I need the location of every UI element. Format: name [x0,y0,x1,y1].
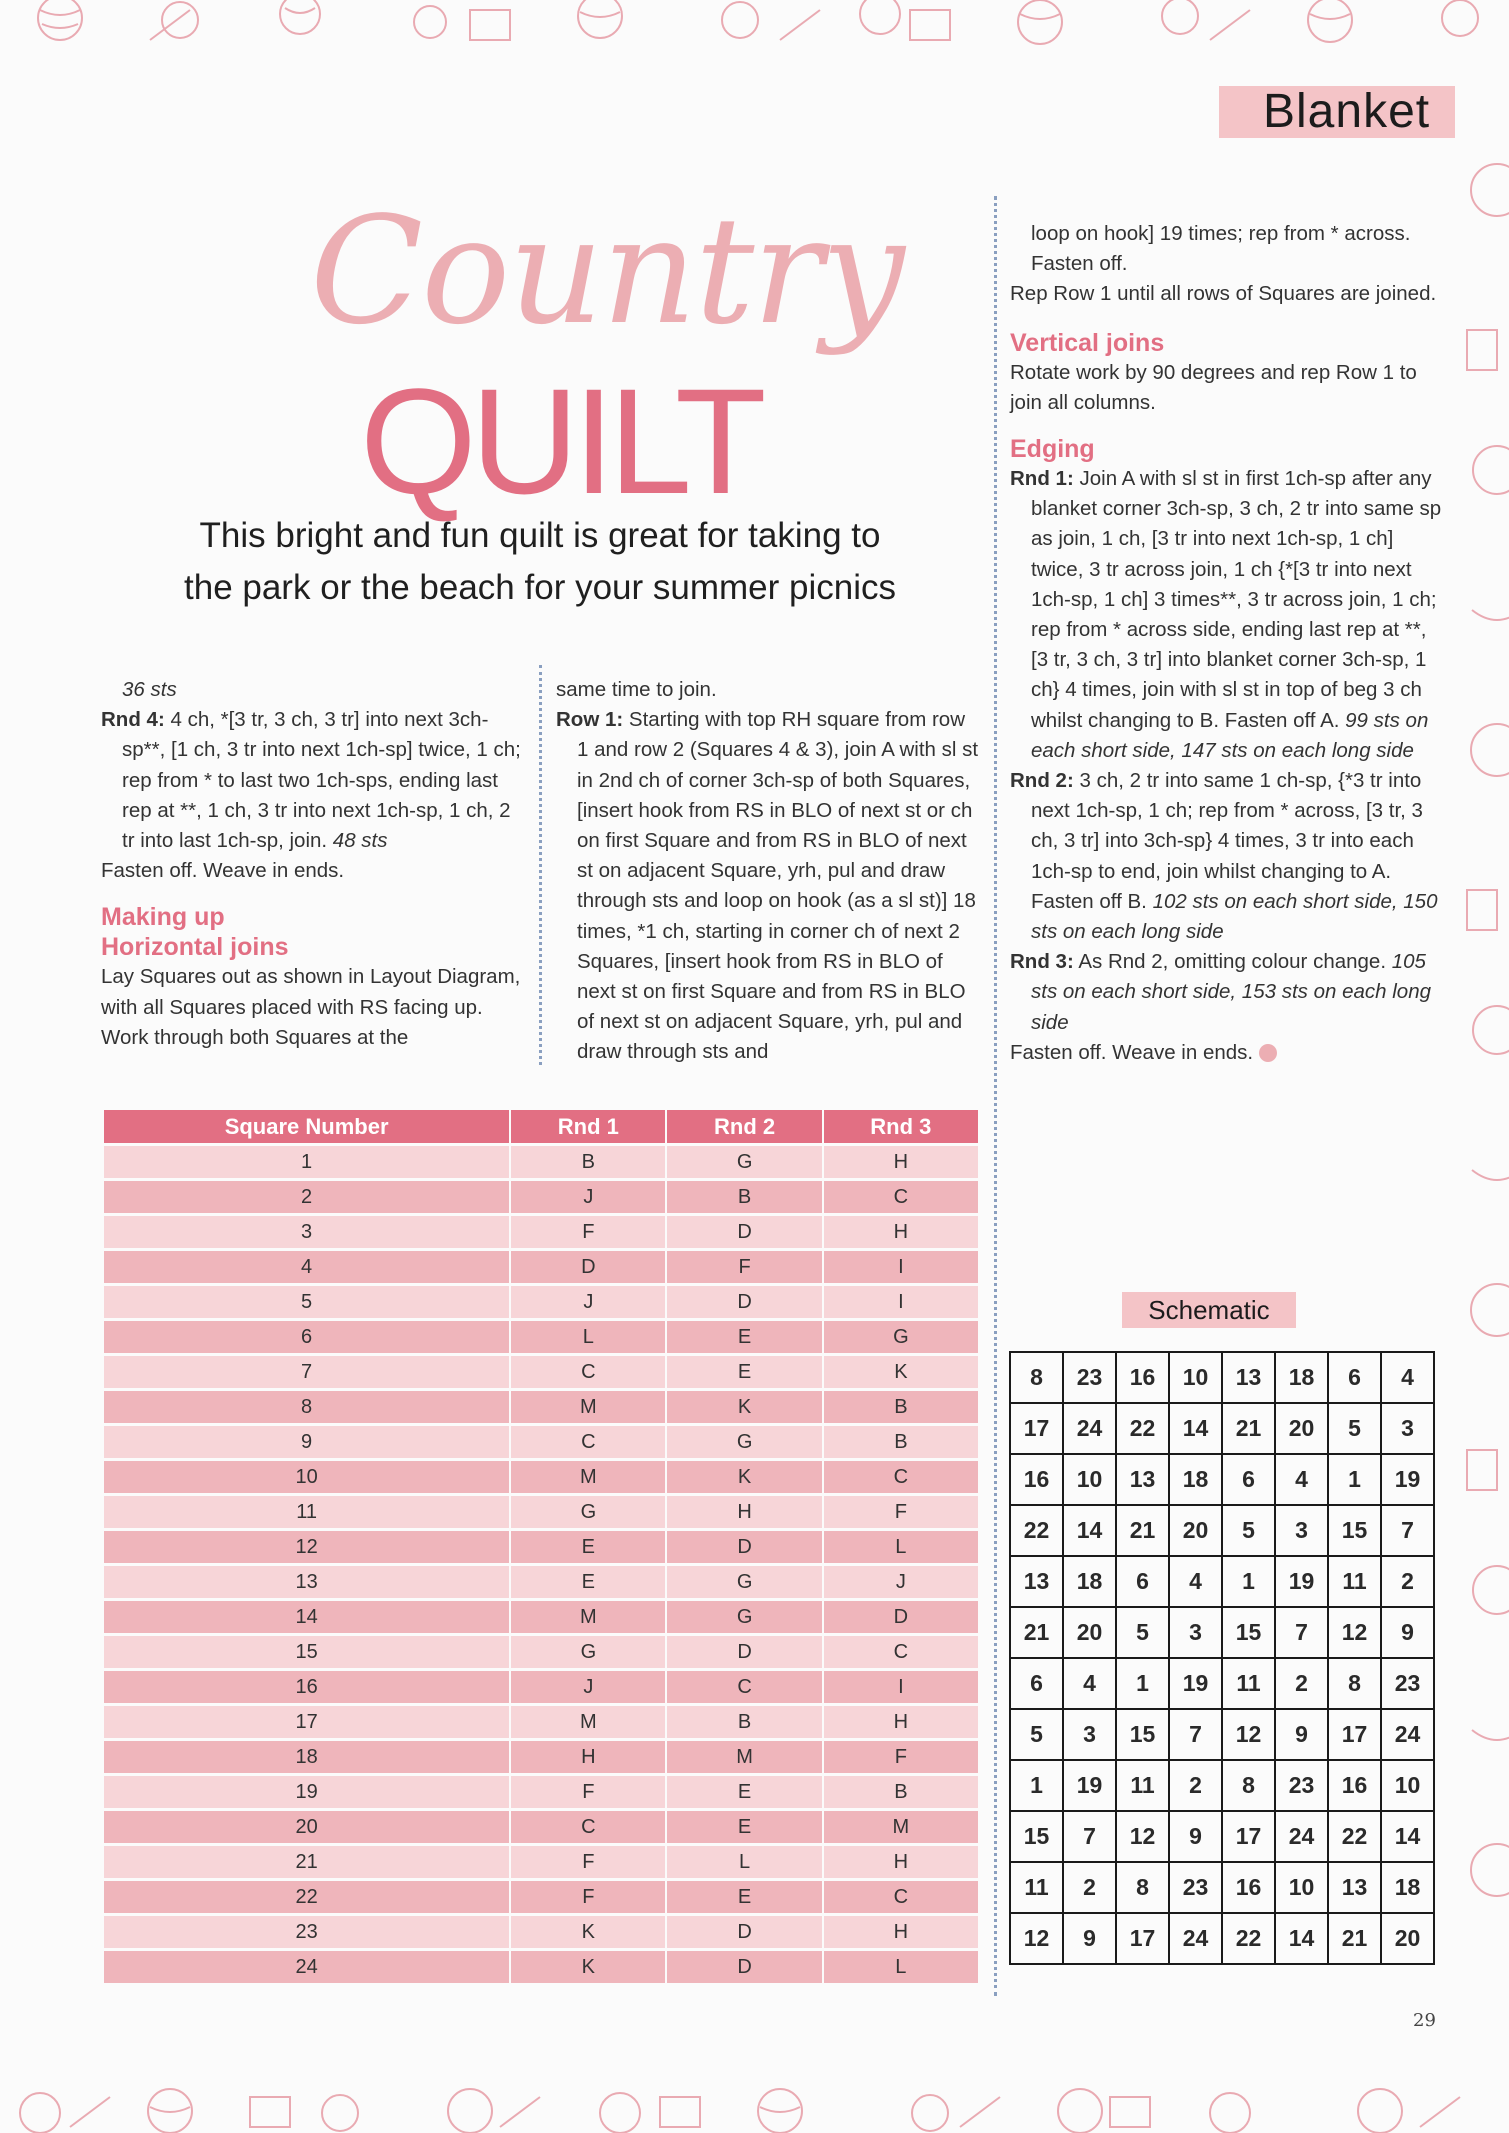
schematic-cell: 22 [1010,1505,1063,1556]
table-row [104,1251,978,1283]
table-cell: F [824,1741,978,1773]
table-cell: B [511,1146,665,1178]
schematic-row [1010,1811,1434,1862]
table-cell: G [667,1601,821,1633]
table-cell: 16 [104,1671,509,1703]
schematic-cell: 4 [1169,1556,1222,1607]
table-cell: 21 [104,1846,509,1878]
decorative-sheep-pattern-right [1457,130,1509,2030]
rnd2-sts: 102 sts on each short side, 150 sts on each long side [1031,889,1438,944]
schematic-row [1010,1352,1434,1403]
table-cell: F [511,1846,665,1878]
table-row [104,1951,978,1983]
table-cell: M [667,1741,821,1773]
schematic-cell: 9 [1381,1607,1434,1658]
schematic-cell: 14 [1169,1403,1222,1454]
schematic-row [1010,1913,1434,1964]
table-cell: H [824,1846,978,1878]
schematic-row [1010,1505,1434,1556]
header-rnd3: Rnd 3 [824,1110,978,1143]
schematic-cell: 21 [1328,1913,1381,1964]
schematic-cell: 1 [1116,1658,1169,1709]
table-cell: C [824,1636,978,1668]
schematic-row [1010,1760,1434,1811]
schematic-cell: 17 [1222,1811,1275,1862]
section-tag-label: Blanket [1263,85,1431,138]
schematic-row [1010,1658,1434,1709]
rnd4-sts: 48 sts [332,829,388,853]
column-3 [1010,219,1442,1068]
table-cell: D [667,1216,821,1248]
table-cell: K [824,1356,978,1388]
square-colour-table [102,1107,980,1986]
table-row [104,1356,978,1388]
table-cell: D [667,1916,821,1948]
title-main: QUILT [360,357,761,525]
table-cell: 8 [104,1391,509,1423]
schematic-cell: 22 [1116,1403,1169,1454]
schematic-cell: 20 [1169,1505,1222,1556]
schematic-cell: 23 [1381,1658,1434,1709]
schematic-cell: 20 [1275,1403,1328,1454]
edging-rnd3 [1010,947,1442,1038]
table-cell: B [667,1706,821,1738]
rnd1-text: Join A with sl st in first 1ch-sp after any blanket corner 3ch-sp, 3 ch, 2 tr into same sp as join, 1 ch, [3 tr into next 1ch-sp, 1 ch] twice, 3 tr across join, 1 ch {*[3 tr into next 1ch-sp, 1 ch] 3 times**, 3 tr across join, 1 ch; rep from * across side, ending last rep at **, [3 tr, 3 ch, 3 tr] into blanket corner 3ch-sp, 1 ch} 4 times, join with sl st in top of beg 3 ch whilst changing to B. Fasten off A. [1031,467,1442,732]
table-cell: I [824,1671,978,1703]
table-cell: G [667,1146,821,1178]
schematic-cell: 4 [1063,1658,1116,1709]
table-cell: E [511,1531,665,1563]
schematic-cell: 3 [1381,1403,1434,1454]
schematic-grid [1009,1351,1435,1965]
table-cell: 10 [104,1461,509,1493]
stitch-count: 36 sts [122,678,177,701]
schematic-cell: 21 [1116,1505,1169,1556]
table-cell: C [511,1426,665,1458]
schematic-cell: 4 [1381,1352,1434,1403]
table-row [104,1636,978,1668]
table-cell: B [824,1776,978,1808]
table-cell: G [667,1566,821,1598]
table-cell: 14 [104,1601,509,1633]
schematic-cell: 3 [1275,1505,1328,1556]
table-cell: H [511,1741,665,1773]
schematic-cell: 5 [1116,1607,1169,1658]
title-script: Country [310,185,903,357]
schematic-cell: 10 [1169,1352,1222,1403]
table-cell: C [511,1811,665,1843]
schematic-label: Schematic [1122,1292,1296,1328]
final-fasten-label: Fasten off. Weave in ends. [1010,1040,1254,1064]
schematic-cell: 9 [1063,1913,1116,1964]
schematic-cell: 2 [1381,1556,1434,1607]
table-cell: K [667,1391,821,1423]
schematic-cell: 8 [1010,1352,1063,1403]
schematic-cell: 20 [1063,1607,1116,1658]
rnd1-sts: 99 sts on each short side, 147 sts on each long side [1031,708,1429,762]
column-divider [539,665,542,1065]
page-number: 29 [1413,2010,1436,2031]
table-row [104,1531,978,1563]
table-cell: D [667,1636,821,1668]
table-cell: H [824,1706,978,1738]
table-cell: H [824,1916,978,1948]
schematic-cell: 24 [1381,1709,1434,1760]
schematic-cell: 8 [1222,1760,1275,1811]
table-cell: F [511,1776,665,1808]
schematic-cell: 24 [1275,1811,1328,1862]
table-cell: 7 [104,1356,509,1388]
schematic-cell: 10 [1275,1862,1328,1913]
schematic-cell: 19 [1381,1454,1434,1505]
subtitle-line: the park or the beach for your summer picnics [184,568,896,607]
schematic-cell: 1 [1328,1454,1381,1505]
table-cell: K [511,1916,665,1948]
schematic-row [1010,1556,1434,1607]
table-cell: 2 [104,1181,509,1213]
table-cell: D [511,1251,665,1283]
table-cell: E [667,1356,821,1388]
table-cell: 15 [104,1636,509,1668]
table-cell: 24 [104,1951,509,1983]
rnd2-text: 3 ch, 2 tr into same 1 ch-sp, {*3 tr into next 1ch-sp, 1 ch; rep from * across, [3 tr, 3 ch, 3 tr] into 3ch-sp} 4 times, 3 tr into each 1ch-sp to end, join whilst changing to A. Fasten off B. [1031,769,1423,913]
table-cell: F [511,1216,665,1248]
schematic-cell: 11 [1328,1556,1381,1607]
table-cell: H [824,1216,978,1248]
header-rnd1: Rnd 1 [511,1110,665,1143]
schematic-row [1010,1607,1434,1658]
table-cell: 19 [104,1776,509,1808]
schematic-cell: 3 [1063,1709,1116,1760]
schematic-cell: 12 [1222,1709,1275,1760]
schematic-cell: 10 [1381,1760,1434,1811]
same-time-text: same time to join. [556,678,717,701]
schematic-cell: 3 [1169,1607,1222,1658]
schematic-row [1010,1454,1434,1505]
table-row [104,1321,978,1353]
schematic-cell: 9 [1275,1709,1328,1760]
table-cell: C [667,1671,821,1703]
table-cell: B [824,1391,978,1423]
table-cell: 9 [104,1426,509,1458]
schematic-cell: 17 [1010,1403,1063,1454]
column-2 [556,675,980,1068]
schematic-cell: 5 [1222,1505,1275,1556]
vertical-joins-text: Rotate work by 90 degrees and rep Row 1 to join all columns. [1010,360,1417,414]
table-cell: M [511,1461,665,1493]
table-cell: F [511,1881,665,1913]
table-row [104,1181,978,1213]
table-cell: D [667,1286,821,1318]
schematic-cell: 4 [1275,1454,1328,1505]
schematic-cell: 5 [1328,1403,1381,1454]
table-row [104,1216,978,1248]
table-header-row [104,1110,978,1143]
table-cell: I [824,1251,978,1283]
row1-instruction [556,705,980,1067]
table-cell: C [511,1356,665,1388]
schematic-cell: 16 [1010,1454,1063,1505]
schematic-cell: 17 [1116,1913,1169,1964]
schematic-cell: 18 [1381,1862,1434,1913]
schematic-cell: 18 [1275,1352,1328,1403]
table-cell: C [824,1461,978,1493]
table-cell: F [824,1496,978,1528]
table-cell: 20 [104,1811,509,1843]
table-body [104,1146,978,1983]
table-cell: G [667,1426,821,1458]
table-cell: M [511,1706,665,1738]
table-cell: J [511,1671,665,1703]
schematic-cell: 7 [1381,1505,1434,1556]
schematic-cell: 16 [1116,1352,1169,1403]
table-cell: G [824,1321,978,1353]
schematic-grid-body [1010,1352,1434,1964]
schematic-cell: 13 [1222,1352,1275,1403]
table-cell: B [824,1426,978,1458]
row1-text: Starting with top RH square from row 1 and row 2 (Squares 4 & 3), join A with sl st in 2nd ch of corner 3ch-sp of both Squares, [insert hook from RS in BLO of next st or ch on first Square and from RS in BLO of next st on adjacent Square, yrh, pul and draw through sts and loop on hook (as a sl st)] 18 times, *1 ch, starting in corner ch of next 2 Squares, [insert hook from RS in BLO of next st on first Square and from RS in BLO of next st on adjacent Square, yrh, pul and draw through sts and [577,708,979,1064]
table-cell: J [824,1566,978,1598]
schematic-cell: 19 [1275,1556,1328,1607]
table-cell: L [824,1531,978,1563]
table-cell: J [511,1286,665,1318]
table-row [104,1461,978,1493]
schematic-cell: 6 [1010,1658,1063,1709]
schematic-cell: 8 [1328,1658,1381,1709]
table-row [104,1846,978,1878]
table-cell: 4 [104,1251,509,1283]
schematic-cell: 22 [1222,1913,1275,1964]
table-cell: 17 [104,1706,509,1738]
table-cell: 23 [104,1916,509,1948]
lay-squares-text: Lay Squares out as shown in Layout Diagram, with all Squares placed with RS facing up. Work through both Squares at the [101,965,521,1049]
table-cell: 12 [104,1531,509,1563]
table-row [104,1671,978,1703]
schematic-cell: 14 [1275,1913,1328,1964]
table-cell: 1 [104,1146,509,1178]
header-square-number: Square Number [104,1110,509,1143]
table-cell: M [511,1391,665,1423]
schematic-cell: 10 [1063,1454,1116,1505]
table-cell: E [511,1566,665,1598]
schematic-cell: 14 [1063,1505,1116,1556]
table-cell: D [667,1951,821,1983]
vertical-joins-heading: Vertical joins [1010,328,1165,357]
schematic-cell: 12 [1328,1607,1381,1658]
schematic-cell: 24 [1063,1403,1116,1454]
table-cell: M [511,1601,665,1633]
edging-rnd1 [1010,464,1442,766]
schematic-cell: 15 [1222,1607,1275,1658]
table-cell: J [511,1181,665,1213]
schematic-cell: 7 [1275,1607,1328,1658]
table-row [104,1706,978,1738]
subtitle [100,510,980,614]
schematic-cell: 16 [1328,1760,1381,1811]
table-cell: L [667,1846,821,1878]
schematic-cell: 21 [1010,1607,1063,1658]
schematic-cell: 13 [1328,1862,1381,1913]
table-cell: L [824,1951,978,1983]
table-cell: E [667,1811,821,1843]
schematic-cell: 21 [1222,1403,1275,1454]
schematic-cell: 6 [1222,1454,1275,1505]
schematic-cell: 2 [1169,1760,1222,1811]
table-cell: E [667,1881,821,1913]
table-cell: D [667,1531,821,1563]
table-row [104,1146,978,1178]
table-row [104,1776,978,1808]
edging-rnd2 [1010,766,1442,947]
table-cell: E [667,1321,821,1353]
schematic-cell: 2 [1063,1862,1116,1913]
horizontal-joins-heading: Horizontal joins [101,933,289,962]
section-tag [1219,86,1455,138]
table-cell: C [824,1181,978,1213]
table-cell: 5 [104,1286,509,1318]
row1-label: Row 1: [556,708,624,732]
final-fasten-text [1010,1038,1442,1068]
schematic-cell: 6 [1116,1556,1169,1607]
rnd3-text: As Rnd 2, omitting colour change. [1078,950,1387,974]
schematic-cell: 7 [1063,1811,1116,1862]
rnd4-instruction [101,705,523,856]
header-rnd2: Rnd 2 [667,1110,821,1143]
making-up-heading: Making up [101,903,225,932]
table-row [104,1811,978,1843]
schematic-cell: 23 [1063,1352,1116,1403]
schematic-cell: 19 [1169,1658,1222,1709]
table-row [104,1426,978,1458]
schematic-cell: 2 [1275,1658,1328,1709]
schematic-cell: 1 [1222,1556,1275,1607]
table-row [104,1741,978,1773]
table-cell: K [667,1461,821,1493]
schematic-cell: 15 [1116,1709,1169,1760]
schematic-cell: 8 [1116,1862,1169,1913]
table-cell: L [511,1321,665,1353]
rnd2-label: Rnd 2: [1010,769,1074,793]
rnd1-label: Rnd 1: [1010,467,1074,491]
table-row [104,1286,978,1318]
schematic-cell: 11 [1010,1862,1063,1913]
repeat-text: Rep Row 1 until all rows of Squares are joined. [1010,282,1437,306]
table-row [104,1916,978,1948]
decorative-yarn-pattern-top [0,0,1509,56]
table-row [104,1391,978,1423]
table-cell: F [667,1251,821,1283]
schematic-row [1010,1709,1434,1760]
schematic-cell: 9 [1169,1811,1222,1862]
table-cell: G [511,1496,665,1528]
decorative-yarn-pattern-bottom [0,2077,1509,2133]
rnd4-label: Rnd 4: [101,708,165,732]
rnd3-label: Rnd 3: [1010,950,1074,974]
table-row [104,1881,978,1913]
table-cell: B [667,1181,821,1213]
table-cell: I [824,1286,978,1318]
continued-text: loop on hook] 19 times; rep from * across. Fasten off. [1031,222,1411,276]
subtitle-line: This bright and fun quilt is great for taking to [199,516,881,555]
table-row [104,1496,978,1528]
rnd3-sts: 105 sts on each short side, 153 sts on each long side [1031,950,1432,1034]
schematic-row [1010,1403,1434,1454]
table-cell: D [824,1601,978,1633]
schematic-cell: 23 [1275,1760,1328,1811]
table-cell: H [667,1496,821,1528]
table-cell: 6 [104,1321,509,1353]
schematic-cell: 15 [1010,1811,1063,1862]
table-cell: 11 [104,1496,509,1528]
table-cell: G [511,1636,665,1668]
schematic-cell: 11 [1116,1760,1169,1811]
column-1 [101,675,523,1053]
table-cell: 22 [104,1881,509,1913]
table-cell: 3 [104,1216,509,1248]
schematic-cell: 23 [1169,1862,1222,1913]
table-cell: C [824,1881,978,1913]
table-row [104,1601,978,1633]
table-cell: K [511,1951,665,1983]
rnd4-text: 4 ch, *[3 tr, 3 ch, 3 tr] into next 3ch-sp**, [1 ch, 3 tr into next 1ch-sp] twice, 1 ch; rep from * to last two 1ch-sps, ending last rep at **, 1 ch, 3 tr into next 1ch-sp, 1 ch, 2 tr into last 1ch-sp, join. [122,708,521,853]
table-cell: E [667,1776,821,1808]
table-row [104,1566,978,1598]
column-divider [994,196,997,1996]
schematic-cell: 16 [1222,1862,1275,1913]
yarn-ball-icon [1259,1044,1277,1062]
schematic-cell: 17 [1328,1709,1381,1760]
schematic-cell: 14 [1381,1811,1434,1862]
table-cell: H [824,1146,978,1178]
schematic-cell: 11 [1222,1658,1275,1709]
schematic-cell: 19 [1063,1760,1116,1811]
schematic-cell: 18 [1169,1454,1222,1505]
schematic-cell: 20 [1381,1913,1434,1964]
schematic-row [1010,1862,1434,1913]
schematic-cell: 7 [1169,1709,1222,1760]
schematic-cell: 6 [1328,1352,1381,1403]
schematic-cell: 5 [1010,1709,1063,1760]
schematic-cell: 24 [1169,1913,1222,1964]
table-cell: M [824,1811,978,1843]
schematic-cell: 15 [1328,1505,1381,1556]
schematic-cell: 1 [1010,1760,1063,1811]
table-cell: 13 [104,1566,509,1598]
schematic-cell: 18 [1063,1556,1116,1607]
schematic-cell: 22 [1328,1811,1381,1862]
schematic-cell: 12 [1116,1811,1169,1862]
table-cell: 18 [104,1741,509,1773]
schematic-cell: 13 [1010,1556,1063,1607]
fasten-off-text: Fasten off. Weave in ends. [101,859,345,883]
schematic-cell: 12 [1010,1913,1063,1964]
schematic-cell: 13 [1116,1454,1169,1505]
edging-heading: Edging [1010,435,1095,464]
